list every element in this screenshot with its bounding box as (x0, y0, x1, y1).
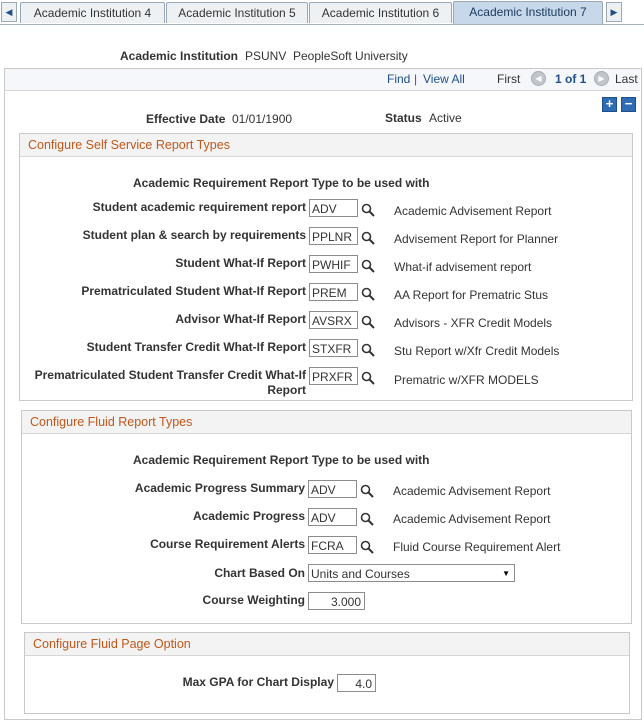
prematriculated-what-if-desc: AA Report for Prematric Stus (394, 288, 549, 302)
student-what-if-report-desc: What-if advisement report (394, 260, 532, 274)
nav-separator: | (414, 72, 418, 86)
magnifier-icon[interactable] (361, 231, 375, 245)
fluid-report-types-title: Configure Fluid Report Types (22, 411, 631, 434)
course-weighting-label: Course Weighting (202, 593, 305, 607)
magnifier-icon[interactable] (361, 287, 375, 301)
first-label: First (497, 72, 521, 86)
max-gpa-label: Max GPA for Chart Display (182, 675, 334, 689)
student-transfer-credit-label: Student Transfer Credit What-If Report (86, 340, 306, 354)
student-plan-search-label: Student plan & search by requirements (82, 228, 306, 242)
status-value: Active (429, 111, 462, 125)
previous-icon[interactable]: ◀ (531, 71, 546, 86)
fluid-subheading: Academic Requirement Report Type to be used with (133, 453, 430, 467)
last-label: Last (615, 72, 638, 86)
scroll-left-icon[interactable]: ◀ (1, 2, 17, 22)
prematriculated-transfer-credit-label: Prematriculated Student Transfer Credit What-If (34, 368, 306, 382)
academic-progress-label: Academic Progress (192, 509, 305, 523)
prematriculated-transfer-credit-label-line2: Report (267, 383, 306, 397)
magnifier-icon[interactable] (361, 259, 375, 273)
effective-date-value: 01/01/1900 (232, 112, 293, 126)
course-requirement-alerts-label: Course Requirement Alerts (150, 537, 305, 551)
chart-based-on-select[interactable] (308, 564, 515, 582)
student-plan-search-desc: Advisement Report for Planner (394, 232, 559, 246)
tab-academic-institution-6[interactable]: Academic Institution 6 (309, 2, 452, 23)
self-service-subheading: Academic Requirement Report Type to be used with (133, 176, 430, 190)
tab-academic-institution-7[interactable]: Academic Institution 7 (453, 1, 603, 24)
prematriculated-transfer-credit-input[interactable]: PRXFR (309, 367, 358, 385)
advisor-what-if-report-desc: Advisors - XFR Credit Models (394, 316, 553, 330)
course-requirement-alerts-desc: Fluid Course Requirement Alert (393, 540, 561, 554)
academic-progress-summary-label: Academic Progress Summary (134, 481, 305, 495)
magnifier-icon[interactable] (361, 203, 375, 217)
institution-code: PSUNV (245, 49, 287, 63)
student-academic-requirement-report-input[interactable]: ADV (309, 199, 358, 217)
next-icon[interactable]: ▶ (594, 71, 609, 86)
student-transfer-credit-input[interactable]: STXFR (309, 339, 358, 357)
magnifier-icon[interactable] (361, 371, 375, 385)
student-transfer-credit-desc: Stu Report w/Xfr Credit Models (394, 344, 560, 358)
magnifier-icon[interactable] (360, 512, 374, 526)
advisor-what-if-report-input[interactable]: AVSRX (309, 311, 358, 329)
institution-label: Academic Institution (120, 49, 239, 63)
academic-progress-summary-desc: Academic Advisement Report (393, 484, 551, 498)
prematriculated-what-if-input[interactable]: PREM (309, 283, 358, 301)
advisor-what-if-report-label: Advisor What-If Report (175, 312, 306, 326)
fluid-page-option-title: Configure Fluid Page Option (25, 633, 629, 656)
course-weighting-input[interactable]: 3.000 (308, 592, 365, 610)
magnifier-icon[interactable] (360, 540, 374, 554)
prematriculated-what-if-label: Prematriculated Student What-If Report (81, 284, 306, 298)
delete-row-icon[interactable]: − (621, 97, 636, 112)
academic-progress-summary-input[interactable]: ADV (308, 480, 357, 498)
add-row-icon[interactable]: + (602, 97, 617, 112)
academic-progress-input[interactable]: ADV (308, 508, 357, 526)
max-gpa-input[interactable]: 4.0 (337, 674, 376, 692)
status-label: Status (385, 111, 422, 125)
magnifier-icon[interactable] (361, 343, 375, 357)
self-service-report-types-title: Configure Self Service Report Types (20, 134, 632, 157)
tab-academic-institution-5[interactable]: Academic Institution 5 (166, 2, 308, 23)
page-counter: 1 of 1 (555, 72, 587, 86)
institution-name: PeopleSoft University (293, 49, 408, 63)
student-what-if-report-input[interactable]: PWHIF (309, 255, 358, 273)
scroll-right-icon[interactable]: ▶ (606, 2, 622, 22)
effective-date-label: Effective Date (146, 112, 226, 126)
find-link[interactable]: Find (387, 72, 411, 86)
fluid-page-option-panel (24, 632, 630, 714)
academic-progress-desc: Academic Advisement Report (393, 512, 551, 526)
course-requirement-alerts-input[interactable]: FCRA (308, 536, 357, 554)
student-academic-requirement-report-desc: Academic Advisement Report (394, 204, 552, 218)
student-academic-requirement-report-label: Student academic requirement report (92, 200, 306, 214)
chart-based-on-value: Units and Courses (311, 567, 410, 581)
chevron-down-icon: ▼ (502, 569, 510, 578)
student-plan-search-input[interactable]: PPLNR (309, 227, 358, 245)
tab-academic-institution-4[interactable]: Academic Institution 4 (20, 2, 165, 23)
chart-based-on-label: Chart Based On (214, 566, 305, 580)
magnifier-icon[interactable] (361, 315, 375, 329)
student-what-if-report-label: Student What-If Report (175, 256, 306, 270)
magnifier-icon[interactable] (360, 484, 374, 498)
prematriculated-transfer-credit-desc: Prematric w/XFR MODELS (394, 373, 539, 387)
view-all-link[interactable]: View All (423, 72, 465, 86)
